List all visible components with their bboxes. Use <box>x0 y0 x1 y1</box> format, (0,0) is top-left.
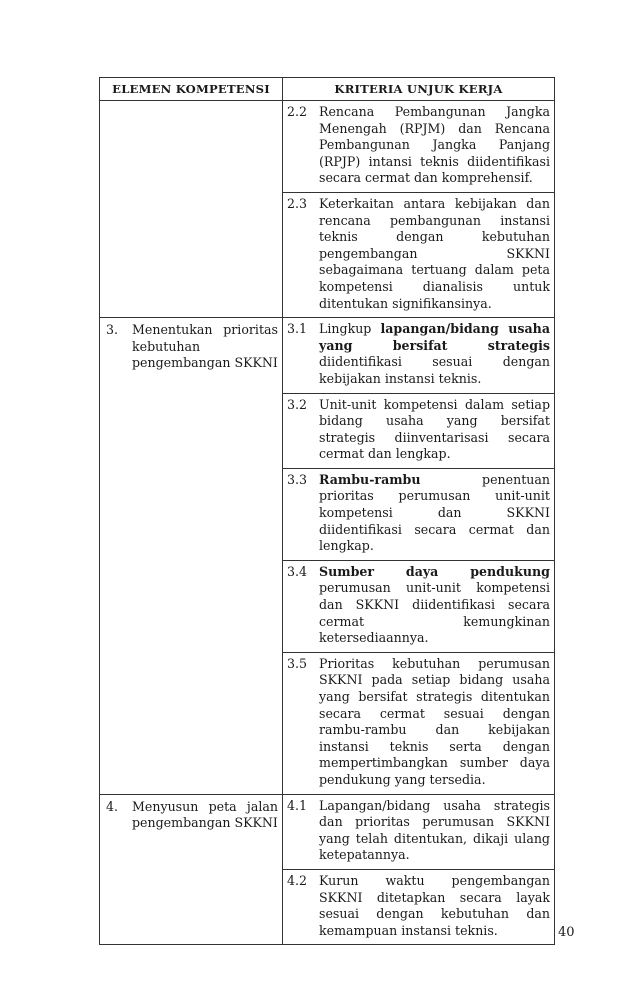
table-header-row <box>100 78 555 101</box>
kriteria-text-part: diidentifikasi sesuai dengan kebijakan instansi teknis. <box>319 354 550 386</box>
kriteria-text-part: penentuan prioritas perumusan unit-unit kompetensi dan SKKNI diidentifikasi secara cermat dan lengkap. <box>319 471 550 554</box>
kriteria-text-part: Lapangan/bidang usaha strategis dan prioritas perumusan SKKNI yang telah ditentukan, dikaji ulang ketepatannya. <box>319 797 550 863</box>
kriteria-text-part: Lingkup <box>319 321 381 337</box>
elemen-number: 3. <box>106 322 119 338</box>
kriteria-number: 4.2 <box>287 872 308 888</box>
elemen-item <box>100 318 282 376</box>
kriteria-text-part: Keterkaitan antara kebijakan dan rencana pembangunan instansi teknis dengan kebutuhan pengembangan SKKNI sebagaimana tertuang dalam peta kompetensi dianalisis untuk ditentukan signifikansinya. <box>319 195 550 311</box>
kriteria-text <box>319 397 550 463</box>
kriteria-item <box>283 560 554 652</box>
kriteria-number: 3.2 <box>287 396 308 412</box>
table-body <box>100 101 555 945</box>
kriteria-text-part: perumusan unit-unit kompetensi dan SKKNI diidentifikasi secara cermat kemungkinan ketersediaannya. <box>319 580 550 646</box>
kriteria-number: 3.3 <box>287 471 308 487</box>
kriteria-number: 3.5 <box>287 655 308 671</box>
kriteria-text-bold: lapangan/bidang usaha yang bersifat strategis <box>319 321 550 353</box>
elemen-text: Menyusun peta jalan pengembangan SKKNI <box>132 798 278 831</box>
kriteria-text-part: Kurun waktu pengembangan SKKNI ditetapkan secara layak sesuai dengan kebutuhan dan kemampuan instansi teknis. <box>319 872 550 938</box>
elemen-number: 4. <box>106 798 119 814</box>
header-kriteria-unjuk-kerja: KRITERIA UNJUK KERJA <box>283 78 555 101</box>
header-elemen-kompetensi: ELEMEN KOMPETENSI <box>100 78 283 101</box>
kriteria-number: 2.3 <box>287 195 308 211</box>
table-row <box>100 794 555 945</box>
kriteria-cell <box>283 794 555 945</box>
kriteria-text <box>319 196 550 312</box>
elemen-cell <box>100 101 283 318</box>
kriteria-item <box>283 393 554 468</box>
kriteria-text <box>319 798 550 864</box>
kriteria-text-bold: Sumber daya pendukung <box>319 563 550 579</box>
page-number: 40 <box>558 925 575 940</box>
kriteria-item <box>283 318 554 392</box>
kriteria-item <box>283 101 554 192</box>
kriteria-text-part: Unit-unit kompetensi dalam setiap bidang usaha yang bersifat strategis diinventarisasi secara cermat dan lengkap. <box>319 396 550 462</box>
kriteria-item <box>283 795 554 869</box>
kriteria-text-part: Rencana Pembangunan Jangka Menengah (RPJM) dan Rencana Pembangunan Jangka Panjang (RPJP) intansi teknis diidentifikasi secara cermat dan komprehensif. <box>319 104 550 186</box>
elemen-item <box>100 795 282 836</box>
table-row <box>100 101 555 318</box>
kriteria-text <box>319 321 550 387</box>
kriteria-text-part: Prioritas kebutuhan perumusan SKKNI pada setiap bidang usaha yang bersifat strategis ditentukan secara cermat sesuai dengan rambu-rambu dan kebijakan instansi teknis serta dengan mempertimbangkan sumber daya pendukung yang tersedia. <box>319 655 550 787</box>
kriteria-item <box>283 869 554 944</box>
kriteria-text <box>319 656 550 789</box>
kriteria-item <box>283 192 554 317</box>
elemen-cell <box>100 794 283 945</box>
kriteria-number: 2.2 <box>287 104 308 119</box>
elemen-text: Menentukan prioritas kebutuhan pengembangan SKKNI <box>132 322 278 371</box>
kriteria-text <box>319 564 550 647</box>
kriteria-number: 3.1 <box>287 321 308 337</box>
kriteria-item <box>283 468 554 560</box>
kriteria-text <box>319 104 550 187</box>
kriteria-cell <box>283 318 555 794</box>
kriteria-cell <box>283 101 555 318</box>
kriteria-number: 3.4 <box>287 563 308 579</box>
kriteria-text <box>319 873 550 939</box>
competency-table <box>99 77 555 945</box>
table-row <box>100 318 555 794</box>
kriteria-text <box>319 472 550 555</box>
kriteria-text-bold: Rambu-rambu <box>319 471 421 487</box>
kriteria-item <box>283 652 554 794</box>
kriteria-number: 4.1 <box>287 797 308 813</box>
elemen-cell <box>100 318 283 794</box>
